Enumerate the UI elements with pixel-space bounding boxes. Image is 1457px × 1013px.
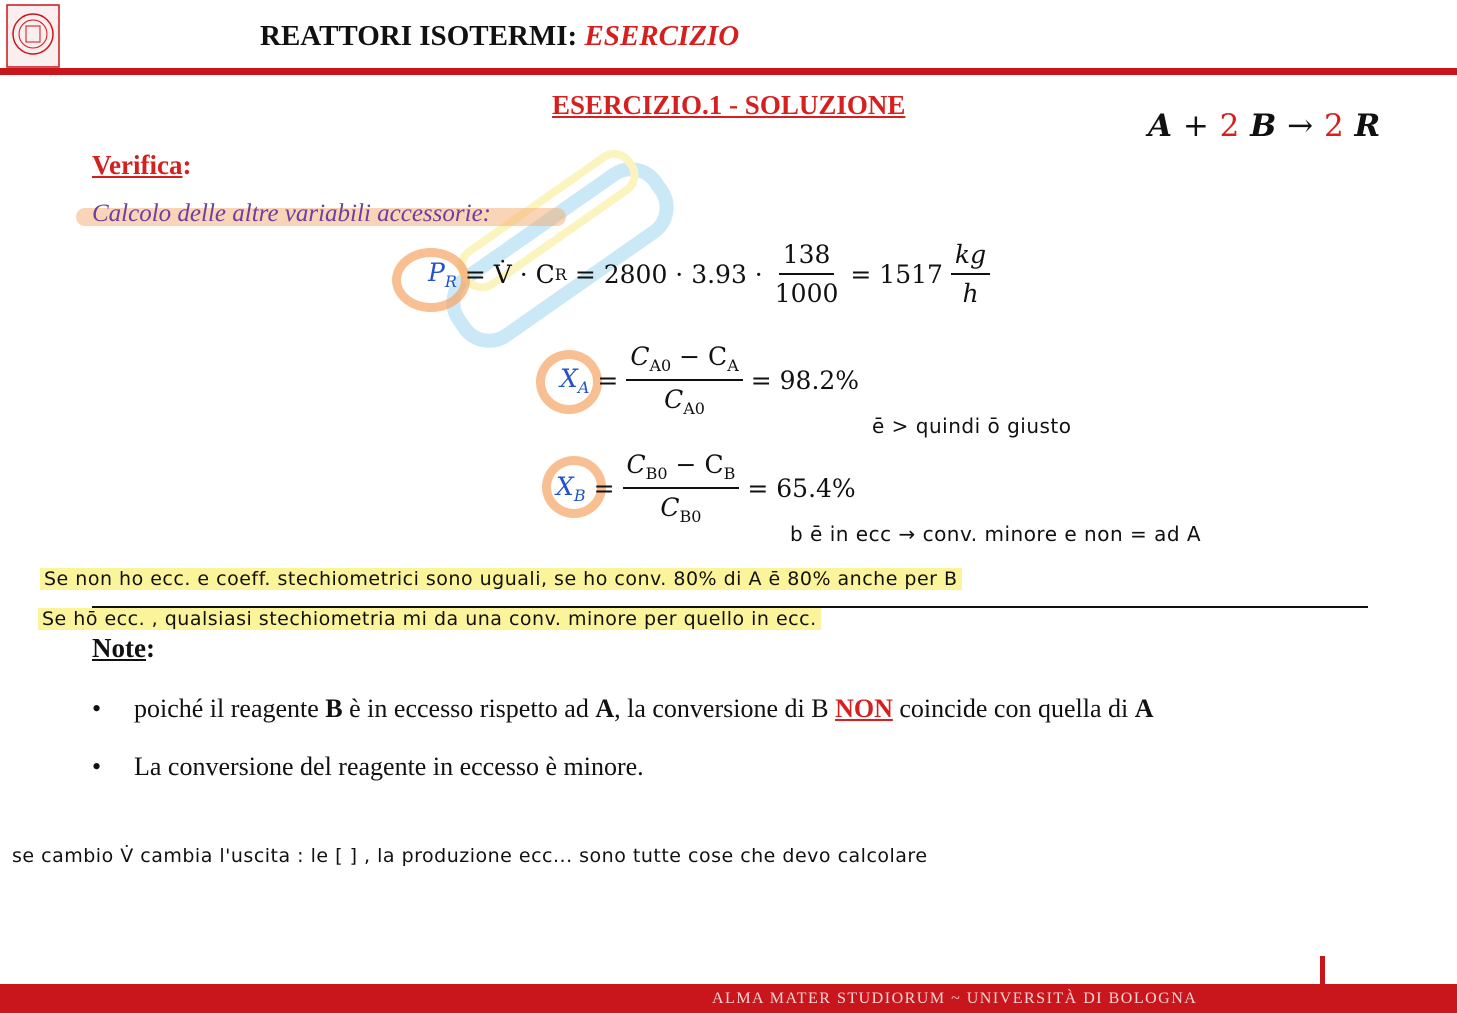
note-heading: Note: (92, 633, 155, 663)
page-title: REATTORI ISOTERMI: ESERCIZIO (260, 20, 740, 52)
xa-fraction: $\frac{C_{A0} - C_A}{C_{A0}}$ (626, 342, 742, 418)
reaction-equation: A + 2 B → 2 R (1148, 108, 1381, 144)
calcolo-subheading: Calcolo delle altre variabili accessorie: (92, 200, 491, 227)
pr-fraction: $\frac{138}{1000}$ (774, 240, 839, 308)
divider-rule (92, 606, 1368, 608)
header-rule (0, 68, 1457, 75)
equation-pr: $P_R$ = V̇ · C R = 2800 · 3.93 · $\frac{138}{1000}$ = 1517 $\frac{kg}{h}$ (428, 240, 998, 308)
university-seal-logo (6, 4, 60, 68)
handwritten-note-xa: ē > quindi ō giusto (872, 414, 1072, 438)
section-subtitle: ESERCIZIO.1 - SOLUZIONE (552, 90, 906, 120)
equation-xa: $X_A$ = $\frac{C_{A0} - C_A}{C_{A0}}$ = 98.2% (560, 342, 860, 418)
bullet-item-1: • poiché il reagente B è in eccesso rispetto ad A, la conversione di B NON coincide con quella di A (92, 694, 1154, 723)
equation-xb: $X_B$ = $\frac{C_{B0} - C_B}{C_{B0}}$ = 65.4% (556, 450, 856, 526)
xb-fraction: $\frac{C_{B0} - C_B}{C_{B0}}$ (623, 450, 740, 526)
verifica-heading: Verifica: (92, 150, 192, 180)
bullet-item-2: • La conversione del reagente in eccesso è minore. (92, 752, 644, 781)
handwritten-line-2: Se hō ecc. , qualsiasi stechiometria mi da una conv. minore per quello in ecc. (38, 608, 821, 630)
pr-unit: $\frac{kg}{h}$ (951, 240, 990, 308)
handwritten-line-3: se cambio V̇ cambia l'uscita : le [ ] , la produzione ecc... sono tutte cose che devo calcolare (12, 845, 928, 867)
handwritten-line-1: Se non ho ecc. e coeff. stechiometrici sono uguali, se ho conv. 80% di A ē 80% anche per B (40, 568, 962, 590)
handwritten-note-xb: b ē in ecc → conv. minore e non = ad A (790, 522, 1202, 546)
pr-symbol: $P_R$ (428, 257, 457, 291)
footer-text: ALMA MATER STUDIORUM ~ UNIVERSITÀ DI BOLOGNA (712, 990, 1198, 1007)
